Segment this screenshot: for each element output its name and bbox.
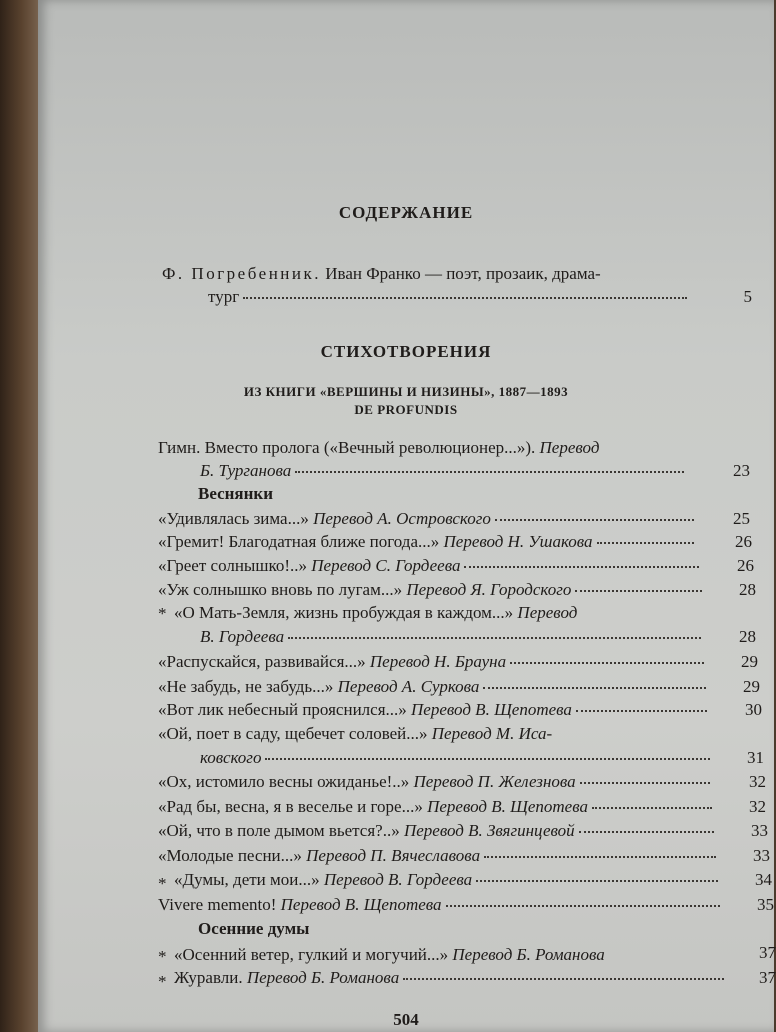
dot-leader [295, 471, 684, 473]
toc-entry [174, 968, 728, 988]
entry-title: «Гремит! Благодатная ближе погода...» [158, 532, 444, 551]
dot-leader [576, 710, 707, 712]
dot-leader [476, 880, 718, 882]
entry-translator: Перевод Я. Городского [406, 580, 572, 599]
entry-translator: Перевод Б. Романова [452, 945, 605, 964]
page-title: СОДЕРЖАНИЕ [338, 203, 474, 222]
toc-entry [158, 895, 724, 915]
entry-page: 37 [759, 943, 776, 962]
dot-leader [579, 831, 714, 833]
entry-page: 29 [743, 677, 760, 696]
entry-title: «Не забудь, не забудь...» [158, 677, 338, 696]
asterisk-mark: * [158, 604, 167, 623]
hymn-translator-1: Перевод [539, 438, 600, 457]
dot-leader [592, 807, 712, 809]
toc-entry [158, 532, 698, 552]
dot-leader [510, 662, 704, 664]
oi-poet-line-1 [158, 722, 552, 745]
toc-entry [158, 580, 706, 600]
entry-title: «Вот лик небесный прояснился...» [158, 700, 412, 719]
asterisk-mark: * [158, 947, 167, 966]
entry-translator: Перевод Н. Брауна [369, 652, 507, 671]
entry-page: 30 [745, 700, 762, 719]
entry-title: «Думы, дети мои...» [174, 870, 324, 889]
page-number: 504 [393, 1010, 419, 1029]
entry-page: 33 [751, 821, 768, 840]
toc-entry [158, 556, 703, 576]
mat-zemlya-line-1 [174, 601, 577, 624]
entry-title: «Ой, поет в саду, щебечет соловей...» [158, 724, 432, 743]
asterisk-mark: * [158, 972, 167, 991]
dot-leader [484, 856, 716, 858]
entry-title: «Молодые песни...» [158, 846, 307, 865]
dot-leader [597, 542, 694, 544]
toc-content [38, 0, 774, 1032]
entry-title: «Удивлялась зима...» [158, 509, 314, 528]
entry-translator: Перевод П. Железнова [413, 772, 576, 791]
entry-page: 33 [753, 846, 770, 865]
book-title: ИЗ КНИГИ «ВЕРШИНЫ И НИЗИНЫ», 1887—1893 [243, 384, 569, 399]
toc-entry [174, 943, 605, 966]
intro-text-2: тург [208, 287, 240, 306]
intro-page: 5 [743, 287, 752, 306]
entry-page: 35 [757, 895, 774, 914]
entry-title: Vivere memento! [158, 895, 281, 914]
dot-leader [288, 637, 701, 639]
entry-page: 32 [749, 772, 766, 791]
entry-translator: Перевод А. Суркова [337, 677, 480, 696]
entry-title: «Распускайся, развивайся...» [158, 652, 370, 671]
toc-entry [158, 509, 698, 529]
dot-leader [483, 687, 706, 689]
intro-line-2 [208, 287, 691, 307]
background-edge [0, 0, 40, 1032]
entry-title: «Ой, что в поле дымом вьется?..» [158, 821, 404, 840]
dot-leader [265, 758, 710, 760]
entry-title: «Ох, истомило весны ожиданье!..» [158, 772, 414, 791]
entry-page: 28 [739, 580, 756, 599]
entry-translator: Перевод В. Щепотева [427, 797, 588, 816]
entry-title: «Рад бы, весна, я в веселье и горе...» [158, 797, 428, 816]
hymn-translator-2: Б. Турганова [200, 461, 292, 480]
entry-page: 28 [739, 627, 756, 646]
entry-title: «Осенний ветер, гулкий и могучий...» [174, 945, 453, 964]
hymn-page: 23 [733, 461, 750, 480]
intro-text-1: Иван Франко — поэт, прозаик, драма- [321, 264, 601, 283]
entry-title: «Греет солнышко!..» [158, 556, 312, 575]
hymn-line-2 [200, 461, 688, 481]
toc-entry [158, 700, 711, 720]
dot-leader [446, 905, 720, 907]
entry-page: 25 [733, 509, 750, 528]
entry-page: 32 [749, 797, 766, 816]
group-vesnyanki: Веснянки [198, 484, 274, 503]
dot-leader [575, 590, 702, 592]
toc-entry [158, 652, 708, 672]
entry-title: Журавли. [174, 968, 247, 987]
toc-entry [158, 821, 718, 841]
section-title: СТИХОТВОРЕНИЯ [320, 342, 492, 361]
entry-translator: Перевод Н. Ушакова [443, 532, 593, 551]
group-osennie-dumy: Осенние думы [198, 919, 310, 938]
dot-leader [403, 978, 724, 980]
entry-page: 26 [735, 532, 752, 551]
entry-page: 26 [737, 556, 754, 575]
entry-translator: ковского [200, 748, 262, 767]
entry-translator: Перевод В. Щепотева [411, 700, 572, 719]
intro-line-1 [162, 262, 601, 285]
entry-translator: Перевод В. Гордеева [323, 870, 473, 889]
entry-translator: Перевод Б. Романова [246, 968, 400, 987]
toc-entry [158, 677, 710, 697]
asterisk-mark: * [158, 874, 167, 893]
toc-entry [158, 772, 714, 792]
book-subtitle: DE PROFUNDIS [354, 402, 458, 417]
book-page [38, 0, 774, 1032]
dot-leader [464, 566, 699, 568]
entry-page: 31 [747, 748, 764, 767]
entry-title: «О Мать-Земля, жизнь пробуждая в каждом...» [174, 603, 518, 622]
dot-leader [495, 519, 694, 521]
entry-page: 34 [755, 870, 772, 889]
toc-entry [174, 870, 722, 890]
entry-translator: В. Гордеева [200, 627, 285, 646]
entry-translator: Перевод В. Звягинцевой [403, 821, 575, 840]
entry-translator: Перевод С. Гордеева [311, 556, 461, 575]
entry-title: «Уж солнышко вновь по лугам...» [158, 580, 407, 599]
hymn-text: Гимн. Вместо пролога («Вечный революционер...»). [158, 438, 540, 457]
entry-translator: Перевод М. Иса- [431, 724, 553, 743]
entry-translator: Перевод В. Щепотева [280, 895, 442, 914]
entry-translator: Перевод [517, 603, 578, 622]
oi-poet-line-2 [200, 748, 714, 768]
entry-translator: Перевод П. Вячеславова [306, 846, 481, 865]
mat-zemlya-line-2 [200, 627, 705, 647]
toc-entry [158, 797, 716, 817]
entry-page: 37 [759, 968, 776, 987]
entry-page: 29 [741, 652, 758, 671]
dot-leader [243, 297, 687, 299]
entry-translator: Перевод А. Островского [313, 509, 491, 528]
hymn-line-1 [158, 436, 599, 459]
dot-leader [580, 782, 710, 784]
toc-entry [158, 846, 720, 866]
intro-author: Ф. Погребенник. [162, 264, 321, 283]
